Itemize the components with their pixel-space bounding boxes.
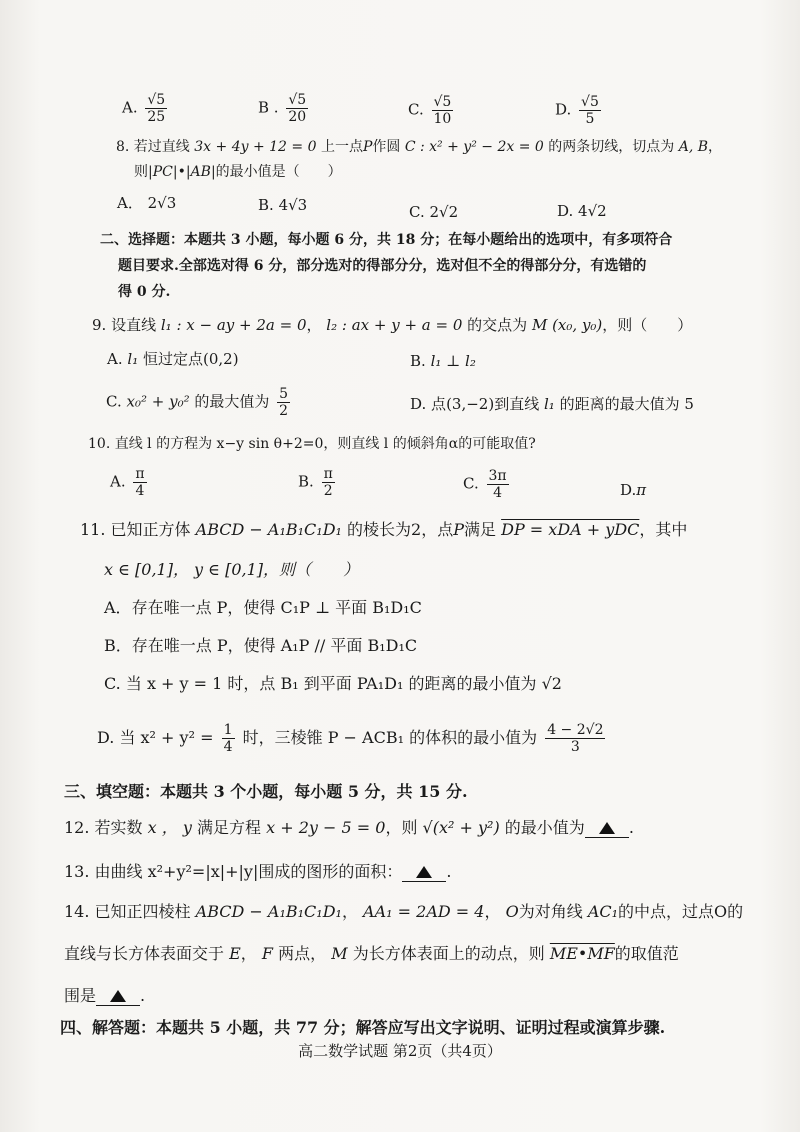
- q7-option-a: A. $\frac{√5}{25}$: [122, 92, 166, 125]
- q9-option-d: D. 点(3,−2)到直线 l₁ 的距离的最大值为 5: [410, 395, 694, 413]
- q11-option-d: D. 当 x² + y² = $\frac{1}{4}$ 时，三棱锥 P − ACB₁ 的体积的最小值为 $\frac{4 - 2√2}{3}$: [97, 722, 604, 755]
- q14-stem-line1: 14. 已知正四棱柱 ABCD − A₁B₁C₁D₁， AA₁ = 2AD = 4， O为对角线 AC₁的中点，过点O的: [64, 902, 744, 921]
- q11-option-b: B．存在唯一点 P，使得 A₁P // 平面 B₁D₁C: [104, 636, 418, 655]
- q12-answer-blank[interactable]: [585, 819, 629, 838]
- section2-line2: 题目要求.全部选对得 6 分，部分选对的得部分分，选对但不全的得部分分，有选错的: [118, 258, 647, 274]
- q14-answer-blank[interactable]: [96, 987, 140, 1006]
- q11-option-c: C. 当 x + y = 1 时，点 B₁ 到平面 PA₁D₁ 的距离的最小值为 √2: [104, 674, 562, 693]
- q9-option-b: B. l₁ ⊥ l₂: [410, 352, 476, 370]
- q12-stem: 12. 若实数 x ， y 满足方程 x + 2y − 5 = 0，则 √(x² + y²) 的最小值为 .: [64, 818, 634, 837]
- q11-stem-line2: x ∈ [0,1]， y ∈ [0,1]，则（ ）: [104, 560, 360, 579]
- q8-option-a: A． 2√3: [117, 194, 177, 212]
- blank-marker-icon: [110, 990, 126, 1002]
- q9-option-a: A. l₁ 恒过定点(0,2): [107, 350, 239, 368]
- q8-option-b: B. 4√3: [258, 196, 308, 214]
- q10-option-b: B. $\frac{\pi}{2}$: [298, 466, 333, 499]
- section2-line1: 二、选择题：本题共 3 小题，每小题 6 分，共 18 分；在每小题给出的选项中，有多项符合: [100, 232, 673, 248]
- q10-option-c: C. $\frac{3\pi}{4}$: [463, 468, 507, 501]
- q7-option-b: B . $\frac{√5}{20}$: [258, 92, 307, 125]
- section2-line3: 得 0 分.: [118, 284, 171, 300]
- q13-answer-blank[interactable]: [402, 863, 446, 882]
- q7-option-c: C. $\frac{√5}{10}$: [408, 94, 452, 127]
- q8-stem-line2: 则|PC|•|AB|的最小值是（ ）: [134, 164, 342, 180]
- blank-marker-icon: [599, 822, 615, 834]
- q10-option-a: A. $\frac{\pi}{4}$: [110, 466, 145, 499]
- q13-stem: 13. 由曲线 x²+y²=|x|+|y|围成的图形的面积： .: [64, 862, 452, 881]
- section4-title: 四、解答题：本题共 5 小题，共 77 分；解答应写出文字说明、证明过程或演算步骤.: [60, 1018, 666, 1037]
- q10-option-d: D.π: [620, 481, 647, 499]
- q11-stem-line1: 11. 已知正方体 ABCD − A₁B₁C₁D₁ 的棱长为2，点P满足 DP = xDA + yDC，其中: [80, 520, 688, 539]
- q9-stem: 9. 设直线 l₁ : x − ay + 2a = 0， l₂ : ax + y + a = 0 的交点为 M (x₀, y₀)，则（ ）: [92, 316, 693, 334]
- q8-stem-line1: 8. 若过直线 3x + 4y + 12 = 0 上一点P作圆 C : x² + y² − 2x = 0 的两条切线，切点为 A, B，: [116, 139, 723, 155]
- q8-option-c: C. 2√2: [409, 203, 459, 221]
- q7-option-d: D. $\frac{√5}{5}$: [555, 94, 599, 127]
- q14-stem-line3: 围是 .: [64, 986, 146, 1005]
- q9-option-c: C. x₀² + y₀² 的最大值为 $\frac{5}{2}$: [106, 386, 289, 419]
- blank-marker-icon: [416, 866, 432, 878]
- q14-stem-line2: 直线与长方体表面交于 E， F 两点， M 为长方体表面上的动点，则 ME•MF的取值范: [64, 944, 679, 963]
- page-footer: 高二数学试题 第2页（共4页）: [298, 1042, 502, 1060]
- q10-stem: 10. 直线 l 的方程为 x−y sin θ+2=0，则直线 l 的倾斜角α的可能取值?: [88, 436, 536, 452]
- q8-option-d: D. 4√2: [557, 202, 607, 220]
- q11-option-a: A．存在唯一点 P，使得 C₁P ⊥ 平面 B₁D₁C: [104, 598, 422, 617]
- section3-title: 三、填空题：本题共 3 个小题，每小题 5 分，共 15 分.: [64, 782, 468, 801]
